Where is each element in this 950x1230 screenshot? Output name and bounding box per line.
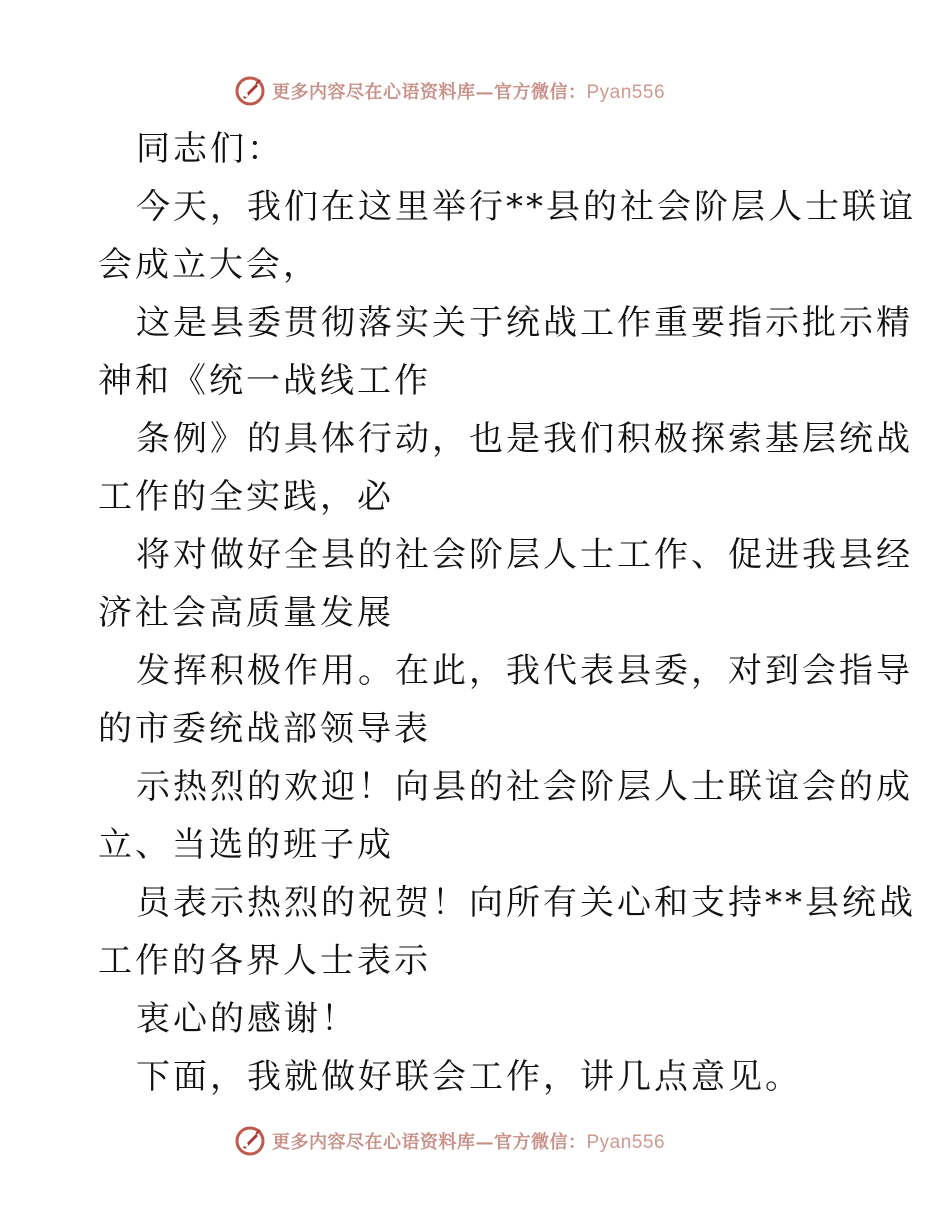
text-line: 的市委统战部领导表 xyxy=(98,709,431,749)
speech-body xyxy=(98,120,916,1106)
text-line: 今天，我们在这里举行**县的社会阶层人士联谊 xyxy=(136,187,916,227)
text-line: 衷心的感谢！ xyxy=(136,999,358,1039)
text-line: 工作的全实践，必 xyxy=(98,477,394,517)
text-line: 会成立大会， xyxy=(98,245,320,285)
text-line: 发挥积极作用。在此，我代表县委，对到会指导 xyxy=(136,651,913,691)
text-line: 条例》的具体行动，也是我们积极探索基层统战 xyxy=(136,419,913,459)
text-line: 济社会高质量发展 xyxy=(98,593,394,633)
text-line: 神和《统一战线工作 xyxy=(98,361,431,401)
text-line: 示热烈的欢迎！向县的社会阶层人士联谊会的成 xyxy=(136,767,913,807)
watermark-text: 更多内容尽在心语资料库—官方微信：Pyan556 xyxy=(272,1132,666,1153)
text-line: 工作的各界人士表示 xyxy=(98,941,431,981)
footer-watermark xyxy=(234,1124,665,1158)
text-line: 同志们： xyxy=(136,129,284,169)
text-line: 立、当选的班子成 xyxy=(98,825,394,865)
quill-seal-icon xyxy=(234,75,266,107)
text-line: 员表示热烈的祝贺！向所有关心和支持**县统战 xyxy=(136,883,916,923)
text-line: 这是县委贯彻落实关于统战工作重要指示批示精 xyxy=(136,303,913,343)
text-line: 将对做好全县的社会阶层人士工作、促进我县经 xyxy=(136,535,913,575)
quill-seal-icon xyxy=(234,1125,266,1157)
header-watermark xyxy=(234,74,665,108)
text-line: 下面，我就做好联会工作，讲几点意见。 xyxy=(136,1057,802,1097)
watermark-text: 更多内容尽在心语资料库—官方微信：Pyan556 xyxy=(272,82,666,103)
